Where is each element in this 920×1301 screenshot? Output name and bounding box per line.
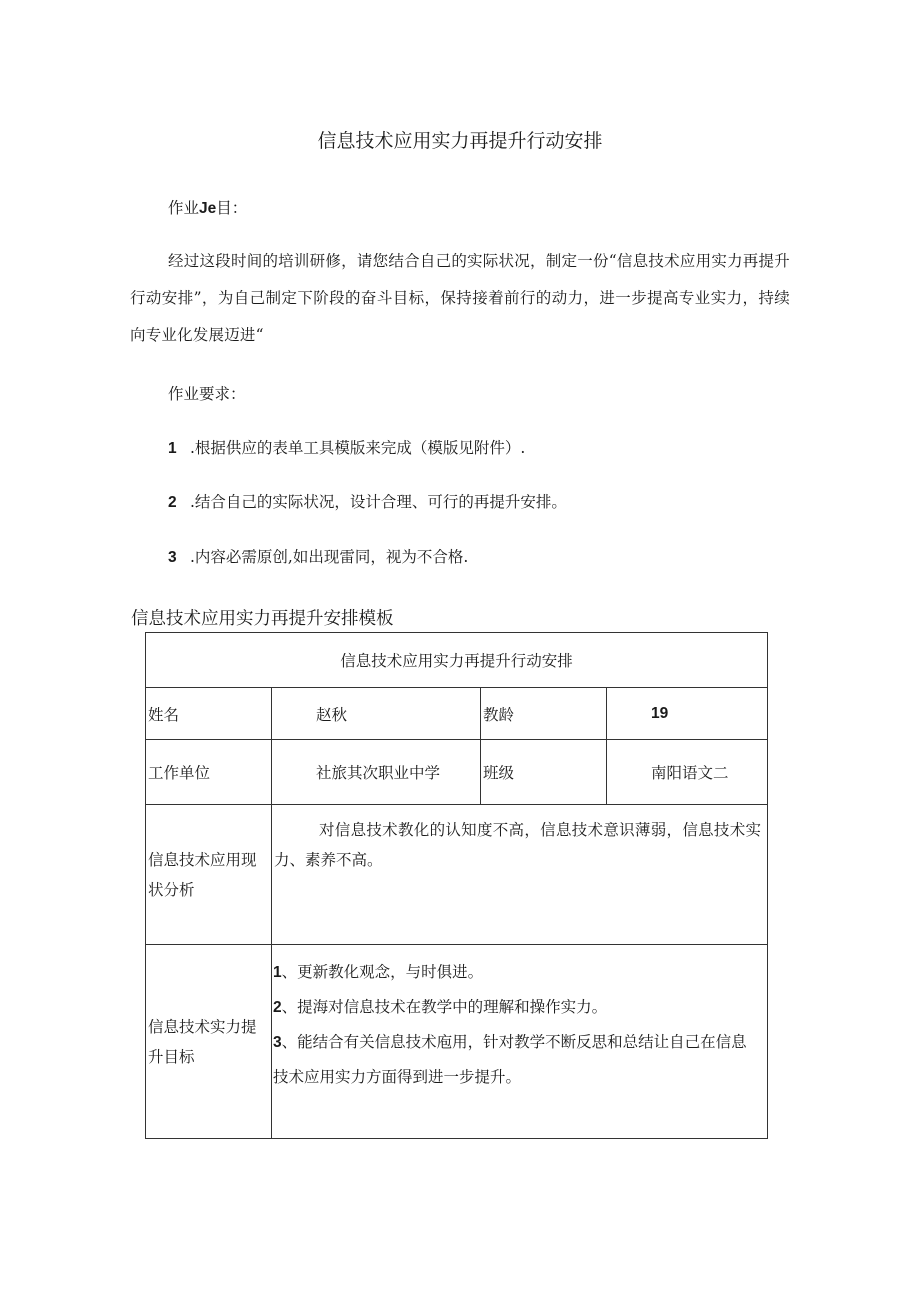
- plan-form-table: [145, 632, 768, 1139]
- form-row-name: [146, 688, 768, 740]
- goal-text: 、提海对信息技术在教学中的理解和操作实力。: [281, 998, 608, 1016]
- goal-label: 信息技术实力提升目标: [146, 945, 272, 1139]
- assignment-topic-label: [168, 196, 247, 221]
- goal-text: 、能结合有关信息技术庖用，针对教学不断反思和总结让自己在信息技术应用实力方面得到进一步提升。: [273, 1033, 747, 1086]
- requirement-number: 2: [168, 494, 177, 511]
- requirement-text: .结合自己的实际状况，设计合理、可行的再提升安排。: [190, 493, 567, 511]
- requirement-number: 3: [168, 549, 177, 566]
- goal-item: [273, 955, 761, 990]
- template-title: 信息技术应用实力再提升安排模板: [131, 609, 394, 629]
- assignment-label-post: 目：: [216, 199, 248, 217]
- intro-paragraph: 经过这段时间的培训研修，请您结合自己的实际状况，制定一份“信息技术应用实力再提升行动安排”，为自己制定下阶段的奋斗目标，保持接着前行的动力，进一步提高专业实力，持续向专业化发展迈进“: [130, 252, 790, 344]
- goals-list: [272, 945, 768, 1139]
- assignment-label-pre: 作业: [168, 199, 200, 217]
- requirements-label: 作业要求：: [168, 385, 246, 403]
- form-header: 信息技术应用实力再提升行动安排: [146, 633, 768, 688]
- goal-item: [273, 990, 761, 1025]
- work-unit-label: 工作单位: [146, 740, 272, 805]
- analysis-label: 信息技术应用现状分析: [146, 805, 272, 945]
- teaching-years-value: 19: [607, 688, 768, 740]
- analysis-value: 对信息技术教化的认知度不高，信息技术意识薄弱，信息技术实力、素养不高。: [272, 805, 768, 945]
- name-label: 姓名: [146, 688, 272, 740]
- requirement-number: 1: [168, 440, 177, 457]
- goal-number: 3: [273, 1034, 282, 1051]
- name-value: 赵秋: [272, 688, 481, 740]
- document-title: 信息技术应用实力再提升行动安排: [317, 130, 603, 152]
- requirement-item: [168, 436, 525, 461]
- class-value: 南阳语文二: [607, 740, 768, 805]
- form-row-unit: [146, 740, 768, 805]
- assignment-label-bold: Je: [199, 200, 217, 217]
- form-header-row: [146, 633, 768, 688]
- requirement-item: [168, 490, 567, 515]
- goal-number: 1: [273, 964, 282, 981]
- requirement-text: .根据供应的表单工具模版来完成（模版见附件）.: [190, 439, 526, 457]
- form-row-goals: [146, 945, 768, 1139]
- goal-number: 2: [273, 999, 282, 1016]
- form-row-analysis: [146, 805, 768, 945]
- teaching-years-label: 教龄: [481, 688, 607, 740]
- requirement-item: [168, 545, 468, 570]
- goal-item: [273, 1025, 761, 1094]
- requirement-text: .内容必需原创,如出现雷同，视为不合格.: [190, 548, 469, 566]
- goal-text: 、更新教化观念，与时俱进。: [281, 963, 484, 981]
- work-unit-value: 社旅其次职业中学: [272, 740, 481, 805]
- class-label: 班级: [481, 740, 607, 805]
